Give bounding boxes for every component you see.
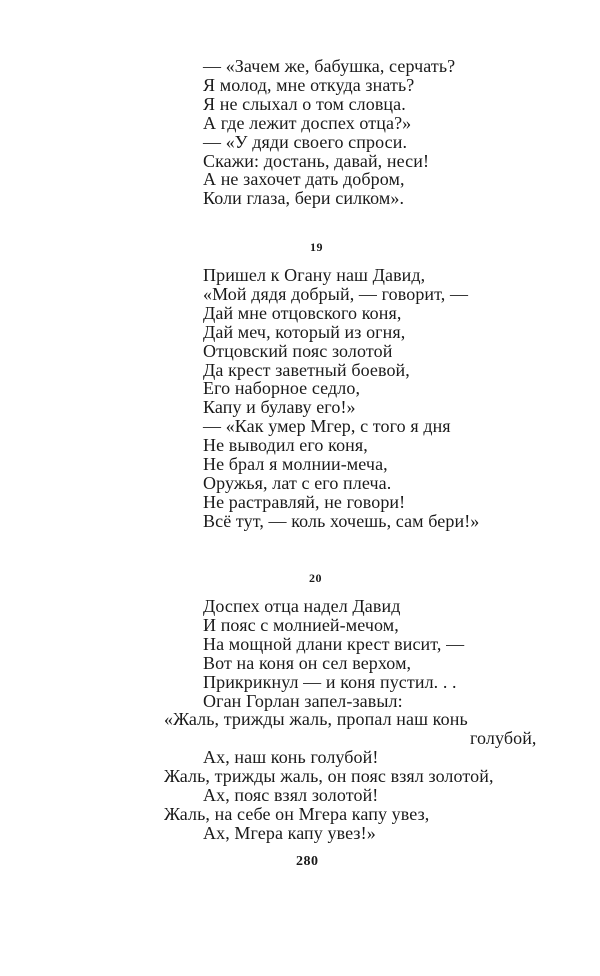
stanza-number: 19 [310,240,323,254]
verse-line: Скажи: достань, давай, неси! [203,150,430,171]
song-line: «Жаль, трижды жаль, пропал наш конь [164,709,468,729]
stanza-number: 20 [309,571,322,585]
verse-line: Я молод, мне откуда знать? [203,74,415,95]
verse-line: — «У дяди своего спроси. [203,131,408,152]
verse-line: Коли глаза, бери силком». [203,188,405,209]
verse-line: На мощной длани крест висит, — [203,633,465,654]
stanza-18-end [203,57,455,208]
verse-line: Отцовский пояс золотой [203,340,393,361]
verse-line: А где лежит доспех отца?» [203,112,412,133]
verse-line: Не брал я молнии-меча, [203,454,388,475]
verse-line: Оружья, лат с его плеча. [203,472,392,493]
song-line: Жаль, трижды жаль, он пояс взял золотой, [164,766,494,786]
song-line: Ах, Мгера капу увез!» [203,823,376,843]
song-line: Жаль, на себе он Мгера капу увез, [164,804,430,824]
verse-line: И пояс с молнией-мечом, [203,614,399,635]
verse-line: Оган Горлан запел-завыл: [203,690,403,711]
verse-line: Не выводил его коня, [203,435,368,456]
verse-line: Дай мне отцовского коня, [203,302,402,323]
stanza-19 [203,266,479,531]
verse-line: Доспех отца надел Давид [203,596,401,616]
verse-line: Его наборное седло, [203,378,361,399]
page-number: 280 [296,854,319,869]
song-line: Ах, наш конь голубой! [203,747,379,767]
song-line: голубой, [470,728,537,748]
verse-line: — «Как умер Мгер, с того я дня [203,416,451,437]
verse-line: Дай меч, который из огня, [203,321,406,342]
stanza-20 [203,597,464,710]
verse-line: — «Зачем же, бабушка, серчать? [203,56,456,76]
song-line: Ах, пояс взял золотой! [203,785,379,805]
verse-line: Прикрикнул — и коня пустил. . . [203,671,457,692]
verse-line: Капу и булаву его!» [203,397,356,418]
verse-line: Я не слыхал о том словца. [203,93,406,114]
verse-line: «Мой дядя добрый, — говорит, — [203,283,469,304]
verse-line: Всё тут, — коль хочешь, сам бери!» [203,510,480,531]
verse-line: Вот на коня он сел верхом, [203,652,412,673]
verse-line: Да крест заветный боевой, [203,359,410,380]
verse-line: Не растравляй, не говори! [203,491,406,512]
verse-line: А не захочет дать добром, [203,169,405,190]
verse-line: Пришел к Огану наш Давид, [203,265,426,285]
